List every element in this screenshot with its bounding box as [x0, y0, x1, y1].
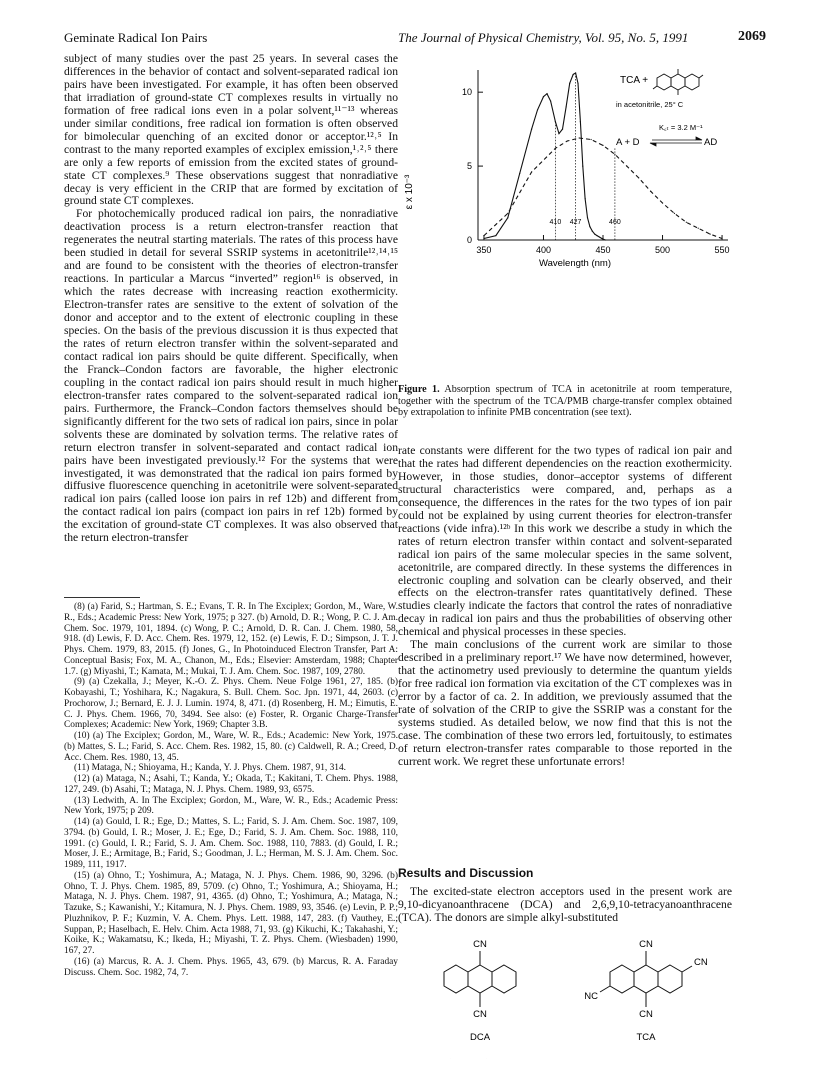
data-point [531, 171, 532, 172]
data-point [594, 233, 595, 234]
footnote: (12) (a) Mataga, N.; Asahi, T.; Kanda, Y.; Okada, T.; Kakitani, T. Chem. Phys. 1988, 127, 249. (b) Asahi, T.; Mataga, N. J. Phys. Chem. 1989, 93, 6575. [64, 774, 398, 795]
body-paragraph: The main conclusions of the current work are similar to those described in a preliminary report.¹⁷ We have now determined, however, that the actinometry used previously to determine the quantum yields for free radical ion formation via excitation of the CT complexes was in error by a factor of ca. 2. In addition, we previously assumed that the rate of solvation of the CRIP to give the SSRIP was a constant for the systems studied. As detailed below, we now find that this is not the case. The combination of these two errors led, fortuitously, to estimates of return electron-transfer rates comparable to those reported in the current work. We regret these unfortunate errors! [398, 638, 732, 768]
dca-label: DCA [469, 1032, 491, 1043]
body-paragraph [398, 1058, 732, 1059]
dca-structure-icon [444, 951, 516, 1007]
footnote: (11) Mataga, N.; Shioyama, H.; Kanda, Y. J. Phys. Chem. 1987, 91, 314. [74, 763, 347, 774]
data-point [550, 100, 551, 101]
data-point [537, 109, 538, 110]
equilibrium-arrows-icon [650, 137, 702, 146]
data-point [567, 140, 568, 141]
cn-label: CN [639, 939, 653, 950]
dca-tca-structures [398, 937, 732, 1057]
data-point [558, 133, 559, 134]
data-point [573, 74, 574, 75]
cn-label: CN [473, 1009, 487, 1020]
data-point [590, 139, 591, 140]
footnotes-left [64, 602, 398, 978]
data-point [587, 217, 588, 218]
data-point [698, 228, 699, 229]
data-point [569, 83, 570, 84]
y-tick-label: 5 [466, 161, 472, 172]
data-point [589, 226, 590, 227]
continuation-block [398, 1058, 732, 1059]
results-paragraph-block [398, 886, 732, 925]
page-number: 2069 [738, 29, 766, 44]
data-point [507, 213, 508, 214]
x-tick-label: 550 [714, 245, 730, 255]
data-point [605, 239, 606, 240]
data-point [531, 129, 532, 130]
data-point [592, 231, 593, 232]
cn-label: CN [639, 1009, 653, 1020]
running-header-left: Geminate Radical Ion Pairs [64, 30, 208, 45]
running-header-journal: The Journal of Physical Chemistry, Vol. 95, No. 5, 1991 [398, 30, 689, 45]
y-tick-label: 0 [466, 235, 472, 245]
molecule-structures [398, 937, 732, 1057]
body-paragraph: For photochemically produced radical ion pairs, the nonradiative deactivation process is a return electron-transfer reaction that regenerates the neutral starting materials. The rates of this process have been studied in detail for several SSRIP systems in acetonitrile¹²˒¹⁴˒¹⁵ and are found to be consistent with the theories of electron-transfer reactions. In particular a Marcus “inverted” region¹⁶ is observed, in which the rates decrease with increasing reaction exothermicity. Electron-transfer rates are sensitive to the extent of solvation of the donor and acceptor and to the extent of electronic coupling in these species. On the basis of the previous discussion it is thus expected that the rates of return electron transfer within the solvent-separated and contact radical ion pairs should be quite different. Specifically, when the Franck–Condon factors are favorable, the higher electronic coupling in the contact radical ion pairs should result in much higher electron-transfer rates compared to the solvent-separated radical ion pairs. Furthermore, the Franck–Condon factors themselves should be significantly different for the two sets of radical ion pairs, since in polar solvents these are dominated by solvation terms. The relative rates of return electron transfer in solvent-separated and contact radical ion pairs have been investigated previously.¹² For the systems that were investigated, it was demonstrated that the radical ion pairs formed by diffusive fluorescence quenching in acetonitrile were solvent-separated radical ion pairs (called loose ion pairs in ref 12b) and different from the contact radical ion pairs (compact ion pairs in ref 12b) formed by the excitation of ground-state CT complexes. It was also observed that the return electron-transfer [64, 207, 398, 545]
tca-structure-icon [600, 951, 692, 1007]
footnote: (8) (a) Farid, S.; Hartman, S. E.; Evans, T. R. In The Exciplex; Gordon, M., Ware, W. R., Eds.; Academic Press: New York, 1975; p 327. (b) Arnold, D. R.; Wong, P. C. J. Am. Chem. Soc. 1979, 101, 1894. (c) Wong, P. C.; Arnold, D. R. Can. J. Chem. 1980, 58, 918. (d) Lewis, F. D. Acc. Chem. Res. 1979, 12, 152. (e) Lewis, F. D.; Simpson, J. T. J. Phys. Chem. 1979, 83, 2015. (f) Jones, G., In Photoinduced Electron Transfer, Part A: Conceptual Basis; Fox, M. A., Chanon, M., Eds.; Elsevier: Amsterdam, 1988; Chapter 1.7. (g) Miyashi, T.; Kamata, M.; Mukai, T. J. Am. Chem. Soc. 1987, 109, 2780. [64, 602, 398, 677]
footnote: (14) (a) Gould, I. R.; Ege, D.; Mattes, S. L.; Farid, S. J. Am. Chem. Soc. 1987, 109, 3794. (b) Gould, I. R.; Moser, J. E.; Ege, D.; Farid, S. J. Am. Chem. Soc. 1988, 110, 1991. (c) Gould, I. R.; Farid, S. J. Am. Chem. Soc. 1988, 110, 7883. (d) Gould, I. R.; Moser, J. E.; Armitage, B.; Farid, S.; Goodman, J. L.; Herman, M. S. J. Am. Chem. Soc. 1989, 111, 1917. [64, 817, 398, 870]
data-point [546, 93, 547, 94]
data-point [710, 233, 711, 234]
data-point [577, 83, 578, 84]
footnote: (13) Ledwith, A. In The Exciplex; Gordon, M., Ware, W. R., Eds.; Academic Press: New York, 1975; p 209. [64, 795, 398, 817]
right-column [398, 445, 732, 769]
caption-label: Figure 1. [398, 384, 440, 395]
cn-label: CN [473, 939, 487, 950]
legend-tca: TCA + [620, 75, 649, 86]
footnote-rule [64, 597, 140, 598]
data-point [543, 96, 544, 97]
data-point [562, 129, 563, 130]
data-point [565, 106, 566, 107]
peak-label: 410 [549, 219, 562, 226]
body-paragraph: subject of many studies over the past 25 years. In several cases the differences in the behavior of contact and solvent-separated radical ion pairs have been investigated. For example, it has often been observed that irradiation of ground-state CT complexes results in virtually no formation of free radical ions even in a polar solvent,¹¹⁻¹³ whereas under similar conditions, free radical ion formation is often observed for bimolecular quenching of an excited donor or acceptor.¹²˒⁵ In contrast to the many reported examples of exciplex emission,¹˒²˒⁵ there are only a few reports of emission from the excited states of ground-state CT complexes.⁹ These observations suggest that nonradiative decay is very efficient in the CRIP that are formed by excitation of ground state CT complexes. [64, 52, 398, 208]
data-point [626, 165, 627, 166]
data-point [650, 191, 651, 192]
x-tick-label: 500 [655, 245, 671, 255]
data-point [686, 222, 687, 223]
data-point [602, 145, 603, 146]
section-heading: Results and Discussion [398, 866, 534, 880]
data-point [599, 236, 600, 237]
tca-label: TCA [636, 1032, 656, 1043]
body-paragraph: rate constants were different for the two types of radical ion pair and that the rates had different dependencies on the reaction exothermicity. However, in those studies, donor–acceptor systems of different structural characteristics were compared, and, perhaps as a consequence, the differences in the rates for the two types of ion pair could not be explained by using current theories for electron-transfer reactions (vide infra).¹²ᵇ In this work we describe a study in which the rates of return electron transfer within contact and solvent-separated radical ion pairs of the same molecular species in the same solvent, acetonitrile, are compared directly. In these systems the differences in electronic coupling and solvation can be clearly observed, and their effects on the electron-transfer rates quantitatively defined. These studies clearly indicate the factors that control the rates of nonradiative decay in radical ion pairs and thus the probabilities of observing other chemical and physical processes in these species. [398, 444, 732, 639]
y-tick-label: 10 [461, 87, 472, 98]
data-point [507, 217, 508, 218]
data-point [585, 198, 586, 199]
footnote: (9) (a) Czekalla, J.; Meyer, K.-O. Z. Phys. Chem. Neue Folge 1961, 27, 185. (b) Kobayashi, T.; Yoshihara, K.; Nagakura, S. Bull. Chem. Soc. Jpn. 1971, 44, 2603. (c) Prochorow, J.; Bernard, E. J. J. Lumin. 1974, 8, 471. (d) Rosenberg, H. M.; Eimutis, E. C. J. Phys. Chem. 1966, 70, 3494. See also: (e) Foster, R. Organic Charge-Transfer Complexes; Academic: New York, 1969; Chapter 3.B. [64, 677, 398, 731]
absorption-spectrum-chart [398, 50, 756, 385]
data-point [579, 137, 580, 138]
y-axis-label: ε x 10⁻³ [404, 174, 415, 210]
x-tick-label: 350 [476, 245, 492, 255]
x-axis-label: Wavelength (nm) [539, 258, 611, 269]
footnote: (10) (a) The Exciplex; Gordon, M., Ware, W. R., Eds.; Academic: New York, 1975. (b) Mattes, S. L.; Farid, S. Acc. Chem. Res. 1982, 15, 80. (c) Caldwell, R. A.; Creed, D. Acc. Chem. Res. 1980, 13, 45. [64, 731, 398, 763]
data-point [638, 177, 639, 178]
series-line [484, 138, 722, 239]
figure-1 [398, 50, 756, 385]
equilibrium-constant: K꜀ₜ = 3.2 M⁻¹ [659, 123, 703, 132]
figure-caption [398, 384, 732, 419]
data-point [483, 235, 484, 236]
legend-solvent: in acetonitrile, 25° C [616, 100, 684, 109]
data-point [483, 238, 484, 239]
data-point [601, 238, 602, 239]
data-point [662, 202, 663, 203]
x-tick-label: 450 [595, 245, 611, 255]
data-point [580, 121, 581, 122]
left-column [64, 53, 398, 545]
data-point [519, 173, 520, 174]
peak-label: 460 [609, 219, 621, 226]
cn-label: CN [694, 957, 708, 968]
x-tick-label: 400 [535, 245, 551, 255]
footnote: (16) (a) Marcus, R. A. J. Chem. Phys. 1965, 43, 679. (b) Marcus, R. A. Faraday Discuss. Chem. Soc. 1982, 74, 7. [64, 956, 398, 978]
data-point [495, 235, 496, 236]
nc-label: NC [584, 991, 598, 1002]
data-point [596, 235, 597, 236]
body-paragraph: The excited-state electron acceptors used in the present work are 9,10-dicyanoanthracene (DCA) and 2,6,9,10-tetracyanoanthracene (TCA). The donors are simple alkyl-substituted [398, 885, 732, 924]
equilibrium-left: A + D [616, 137, 640, 148]
caption-text: Absorption spectrum of TCA in acetonitrile at room temperature, together with the spectrum of the TCA/PMB charge-transfer complex obtained by extrapolation to infinite PMB concentration (see text). [398, 384, 733, 419]
peak-label: 427 [569, 219, 582, 226]
data-point [582, 165, 583, 166]
footnote: (15) (a) Ohno, T.; Yoshimura, A.; Mataga, N. J. Phys. Chem. 1986, 90, 3296. (b) Ohno, T. J. Phys. Chem. 1985, 89, 5709. (c) Ohno, T.; Yoshimura, A.; Shioyama, H.; Mataga, N. J. Phys. Chem. 1987, 91, 4365. (d) Ohno, T.; Yoshimura, A.; Mataga, N.; Tazuke, S.; Kawanishi, Y.; Kitamura, N. J. Phys. Chem. 1989, 93, 3546. (e) Levin, P. P.; Pluzhnikov, P. F.; Kuzmin, V. A. Chem. Phys. Lett. 1988, 147, 283. (f) Vauthey, E.; Suppan, P.; Haselbach, E. Helv. Chim. Acta 1988, 71, 93. (g) Kikuchi, K.; Takahashi, Y.; Koike, K.; Wakamatsu, K.; Ikeda, H.; Miyashi, T. Z. Phys. Chem. (Wiesbaden) 1990, 167, 27. [64, 870, 398, 956]
series-line [484, 73, 605, 240]
chart-legend [606, 69, 726, 148]
data-point [721, 238, 722, 239]
equilibrium-right: AD [704, 137, 718, 148]
data-point [674, 213, 675, 214]
